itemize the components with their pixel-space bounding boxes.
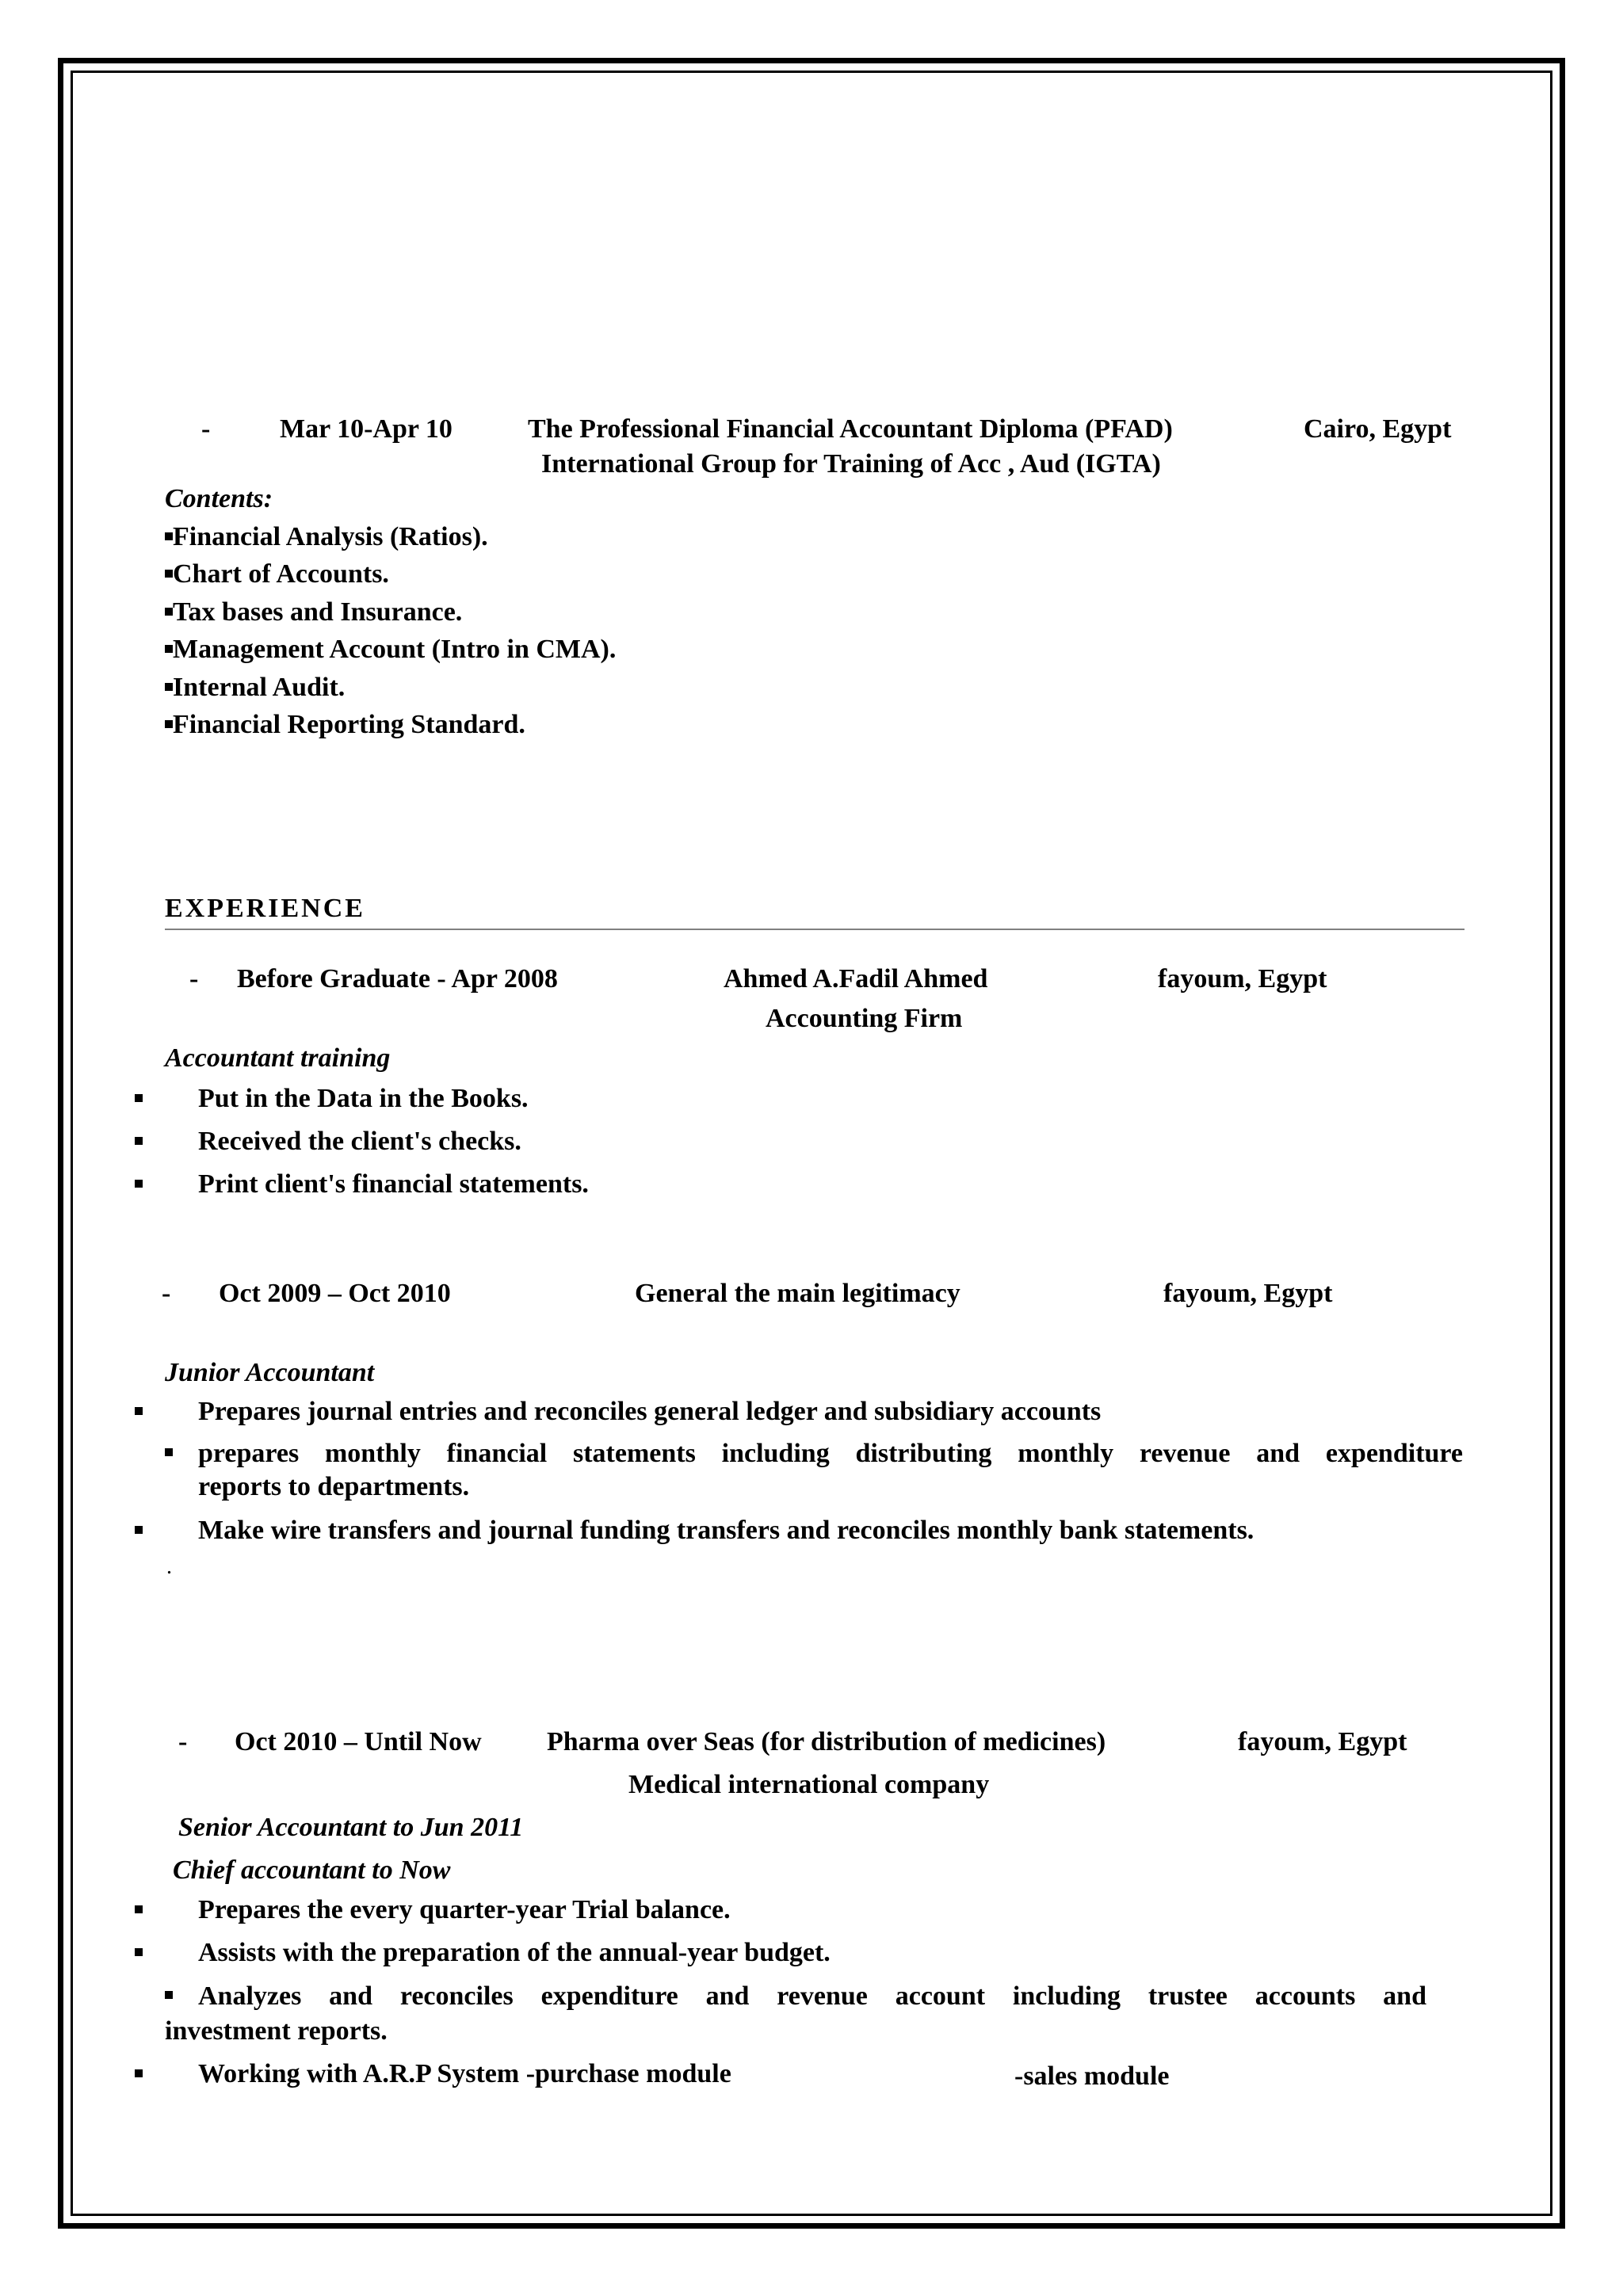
square-bullet-icon [135, 1180, 143, 1188]
square-bullet-icon [165, 1991, 173, 1999]
job3-bullet: Prepares the every quarter-year Trial balance. [165, 1893, 1472, 1928]
training-institution: International Group for Training of Acc , Aud (IGTA) [541, 449, 1161, 479]
job1-bullet: Put in the Data in the Books. [165, 1081, 1472, 1116]
job2-trailing-dot: . [166, 1554, 172, 1579]
job3-bullet: Working with A.R.P System -purchase module [165, 2057, 1472, 2092]
training-dash: - [201, 414, 211, 444]
job1-bullet: Received the client's checks. [165, 1124, 1472, 1159]
job2-bullet-continuation: reports to departments. [198, 1472, 470, 1501]
job3-bullet: Assists with the preparation of the annual-year budget. [165, 1936, 1472, 1970]
job2-dash: - [162, 1279, 171, 1308]
contents-item: Financial Reporting Standard. [165, 711, 525, 738]
square-bullet-icon [165, 645, 173, 653]
job1-dash: - [189, 964, 199, 994]
square-bullet-icon [135, 1137, 143, 1145]
section-divider [165, 929, 1465, 930]
job2-bullet: Make wire transfers and journal funding transfers and reconciles monthly bank statements. [165, 1513, 1472, 1548]
job2-bullet: Prepares journal entries and reconciles general ledger and subsidiary accounts [165, 1394, 1472, 1429]
contents-label: Contents: [165, 484, 273, 513]
job2-bullet: prepares monthly financial statements including distributing monthly revenue and expenditure [198, 1440, 1463, 1467]
square-bullet-icon [135, 1094, 143, 1102]
square-bullet-icon [135, 1905, 143, 1913]
job3-bullet: Analyzes and reconciles expenditure and revenue account including trustee accounts and [198, 1983, 1426, 2010]
job3-role: Senior Accountant to Jun 2011 [178, 1813, 524, 1842]
contents-item: Management Account (Intro in CMA). [165, 636, 616, 663]
job1-dates: Before Graduate - Apr 2008 [237, 964, 558, 994]
contents-item: Financial Analysis (Ratios). [165, 524, 488, 551]
square-bullet-icon [165, 570, 173, 578]
experience-heading: EXPERIENCE [165, 894, 365, 923]
job1-bullet: Print client's financial statements. [165, 1167, 1472, 1202]
job1-company-sub: Accounting Firm [766, 1004, 963, 1033]
job2-company: General the main legitimacy [635, 1279, 960, 1308]
square-bullet-icon [135, 2069, 143, 2077]
training-dates: Mar 10-Apr 10 [280, 414, 453, 444]
square-bullet-icon [135, 1407, 143, 1415]
contents-item: Chart of Accounts. [165, 561, 389, 588]
job3-location: fayoum, Egypt [1238, 1727, 1407, 1756]
training-title: The Professional Financial Accountant Diploma (PFAD) [528, 414, 1173, 444]
training-location: Cairo, Egypt [1304, 414, 1452, 444]
job3-bullet-continuation: investment reports. [165, 2016, 388, 2046]
square-bullet-icon [135, 1526, 143, 1534]
job3-company-sub: Medical international company [628, 1770, 990, 1799]
job1-location: fayoum, Egypt [1158, 964, 1327, 994]
job3-sales-module: -sales module [1014, 2061, 1170, 2091]
job1-role: Accountant training [165, 1043, 391, 1073]
contents-item: Tax bases and Insurance. [165, 599, 462, 626]
square-bullet-icon [165, 720, 173, 728]
job3-dash: - [178, 1727, 188, 1756]
job2-location: fayoum, Egypt [1163, 1279, 1333, 1308]
job3-company: Pharma over Seas (for distribution of medicines) [547, 1727, 1106, 1756]
contents-item: Internal Audit. [165, 674, 345, 701]
job1-company: Ahmed A.Fadil Ahmed [724, 964, 988, 994]
square-bullet-icon [165, 1448, 173, 1456]
square-bullet-icon [165, 608, 173, 616]
square-bullet-icon [165, 683, 173, 691]
job2-role: Junior Accountant [165, 1358, 375, 1387]
job3-dates: Oct 2010 – Until Now [235, 1727, 482, 1756]
job2-dates: Oct 2009 – Oct 2010 [219, 1279, 451, 1308]
job3-role: Chief accountant to Now [173, 1855, 451, 1885]
square-bullet-icon [135, 1948, 143, 1956]
square-bullet-icon [165, 532, 173, 540]
